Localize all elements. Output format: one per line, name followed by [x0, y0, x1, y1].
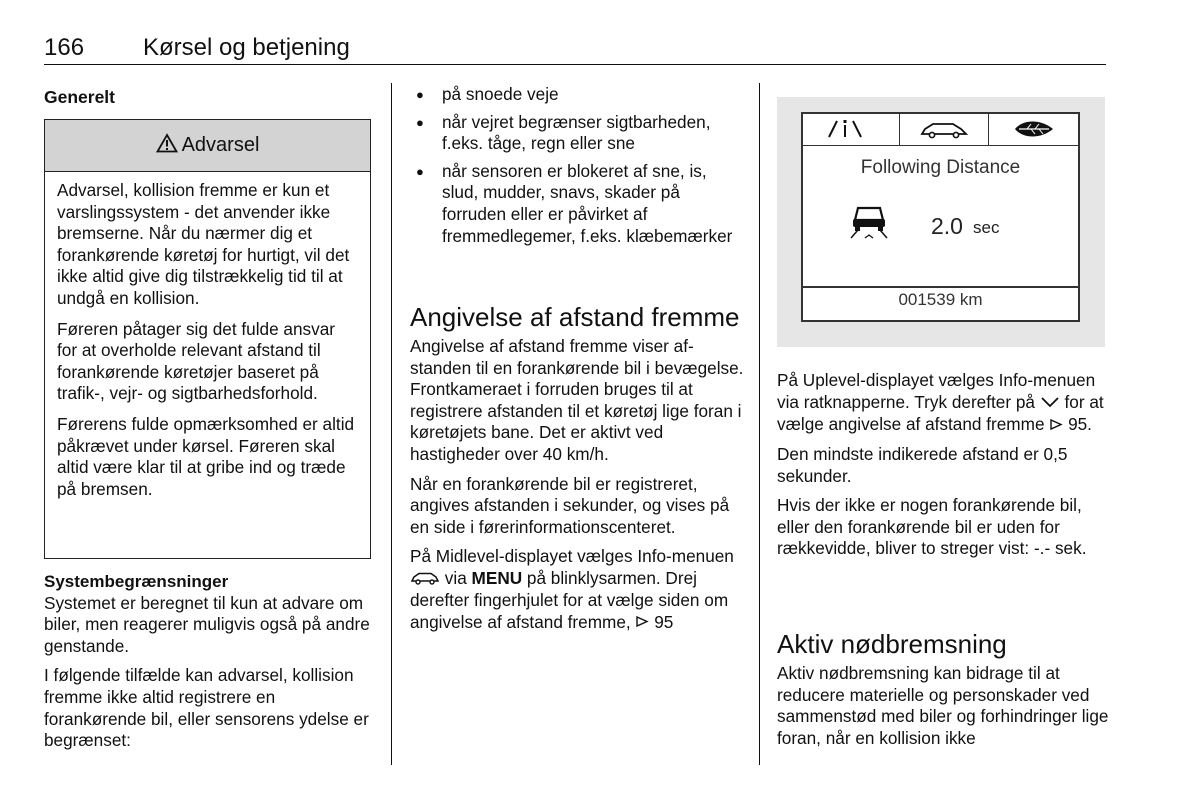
- display-title: Following Distance: [860, 157, 1021, 178]
- info-label: Info: [998, 370, 1028, 390]
- section-heading-aktiv-noedbremsning: Aktiv nødbremsning: [777, 629, 1007, 659]
- paragraph-uplevel: [777, 370, 1107, 436]
- paragraph-angivelse-2: Når en forankørende bil er registreret, angives afstanden i sekunder, og vises på en side i førerinformationscenteret.: [410, 473, 730, 537]
- section-heading-angivelse: Angivelse af afstand fremme: [410, 302, 740, 332]
- paragraph-cases: I følgende tilfælde kan advarsel, kollision fremme ikke altid registrere en forankørende bil, eller sensorens ydelse er begrænset:: [44, 665, 369, 751]
- paragraph-angivelse-1: Angivelse af afstand fremme viser afstanden til en forankørende bil i bevægelse. Frontkameraet i forruden bruges til at registrere afstanden til et køretøj lige foran i køretøjets bane. Det er aktivt ved hastigheder over 40 km/h.: [410, 336, 744, 464]
- lane-icon: [827, 119, 863, 144]
- page-reference: 95.: [1068, 413, 1092, 434]
- paragraph-midlevel: [410, 546, 745, 634]
- reference-arrow-icon: [635, 612, 649, 634]
- chevron-down-icon: [1040, 392, 1060, 414]
- via-text: via: [440, 567, 472, 588]
- section-title: Kørsel og betjening: [143, 34, 350, 61]
- list-item: ● på snoede veje: [410, 84, 742, 106]
- paragraph-system-limits: Systemet er beregnet til kun at advare om biler, men reagerer muligvis også på andre genstande.: [44, 592, 370, 656]
- column-divider-2: [759, 83, 760, 765]
- info-label: Info: [637, 546, 667, 567]
- uplevel-rest-1: -menuen via ratknapperne. Tryk derefter på: [777, 370, 1096, 412]
- car-icon: [919, 121, 969, 144]
- warning-header: [45, 120, 370, 172]
- leaf-icon: [1013, 119, 1055, 144]
- uplevel-rest-2: for at vælge angivelse af afstand fremme: [777, 391, 1104, 434]
- midlevel-after-info: -menuen: [666, 546, 734, 567]
- distance-unit: sec: [973, 218, 1000, 237]
- page-number: 166: [44, 34, 85, 61]
- paragraph-aktiv-noedbremsning: Aktiv nødbremsning kan bidrage til at reducere materielle og personskader ved sammenstød med biler og forhindringer lige foran, når en kollision ikke: [777, 663, 1109, 748]
- header-divider: [44, 64, 1106, 65]
- midlevel-rest: på blinklysarmen. Drej derefter fingerhjulet for at vælge siden om angivelse af afstand fremme,: [410, 567, 729, 632]
- paragraph-no-vehicle: Hvis der ikke er nogen forankørende bil, eller den forankørende bil er uden for rækkevidde, bliver to streger vist: -.- sek.: [777, 495, 1087, 559]
- display-divider: [803, 286, 1078, 288]
- bullet-list: [410, 84, 742, 247]
- list-item: ● når vejret begrænser sigtbarheden, f.eks. tåge, regn eller sne: [410, 112, 742, 155]
- odometer-reading: 001539 km: [898, 290, 983, 309]
- warning-title: Advarsel: [181, 134, 260, 156]
- column-divider-1: [391, 83, 392, 765]
- paragraph-min-distance: Den mindste indikerede afstand er 0,5 sekunder.: [777, 444, 1068, 486]
- display-screen: [801, 112, 1080, 322]
- section-heading-generelt: Generelt: [44, 87, 115, 107]
- midlevel-prefix: På Midlevel-displayet vælges: [410, 546, 638, 567]
- warning-triangle-icon: [156, 133, 178, 159]
- reference-arrow-icon: [1049, 415, 1063, 437]
- car-icon: [410, 569, 440, 591]
- following-car-icon: [849, 204, 889, 245]
- menu-label: MENU: [471, 567, 523, 588]
- warning-paragraph-1: Advarsel, kollision fremme er kun et varslingssystem - det anvender ikke bremserne. Når du nærmer dig et forankørende køretøj for hurtigt, vil det ikke altid give dig tilstrækkelig tid til at undgå en kollision.: [57, 180, 350, 308]
- uplevel-prefix: På Uplevel-displayet vælges: [777, 370, 999, 390]
- distance-value: 2.0: [931, 213, 963, 239]
- subheading-systembegraensninger: Systembegrænsninger: [44, 572, 229, 591]
- warning-box: [44, 119, 371, 559]
- list-item: ● når sensoren er blokeret af sne, is, slud, mudder, snavs, skader på forruden eller er påvirket af fremmedlegemer, f.eks. klæbemærker: [410, 161, 742, 247]
- warning-paragraph-3: Førerens fulde opmærksomhed er altid påkrævet under kørsel. Føreren skal altid være klar til at gribe ind og træde på bremsen.: [57, 413, 355, 499]
- warning-paragraph-2: Føreren påtager sig det fulde ansvar for at overholde relevant afstand til forankørende køretøjer baseret på trafik-, vejr- og sigtbarhedsforhold.: [57, 318, 336, 404]
- page-reference: 95: [654, 611, 674, 632]
